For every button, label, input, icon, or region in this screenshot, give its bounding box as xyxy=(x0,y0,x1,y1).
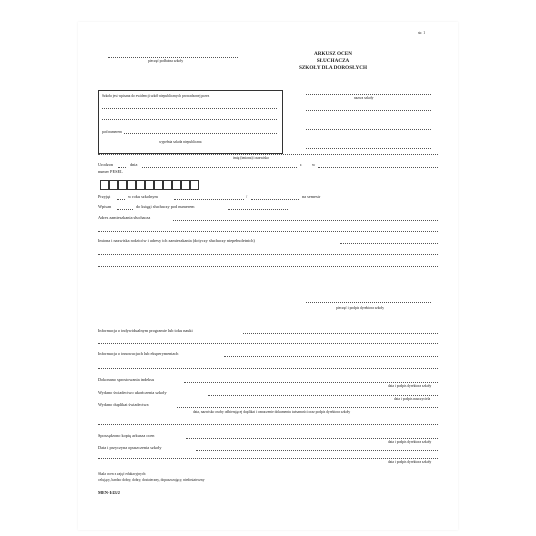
parents-dots-2 xyxy=(98,254,438,255)
born-dots-1 xyxy=(118,167,126,168)
copy-made-sig-label: data i podpis dyrektora szkoły xyxy=(388,440,432,444)
duplicate-dots-2 xyxy=(98,424,438,425)
registry-dots-3 xyxy=(124,133,277,134)
entered-label: Wpisan xyxy=(98,204,112,209)
leaving-dots xyxy=(196,450,438,451)
school-name-line-4 xyxy=(306,148,431,149)
copy-made-dots xyxy=(186,438,438,439)
pesel-cell xyxy=(145,180,154,190)
stamp-line xyxy=(108,57,238,58)
leaving-dots-2 xyxy=(98,458,438,459)
address-dots-2 xyxy=(98,231,438,232)
pesel-label: numer PESEL xyxy=(98,169,123,174)
address-dots xyxy=(173,220,438,221)
school-name-label: nazwa szkoły xyxy=(354,96,374,100)
pesel-cell xyxy=(118,180,127,190)
school-name-line-2 xyxy=(306,110,431,111)
parents-label: Imiona i nazwiska rodziców i adresy ich zamieszkania (dotyczy słuchaczy niepełnoletnich) xyxy=(98,238,255,243)
cert-issued-sig-label: data i podpis nauczyciela xyxy=(394,397,431,401)
in-label: w xyxy=(312,162,316,167)
pesel-cell xyxy=(154,180,163,190)
director-sig-label: pieczęć i podpis dyrektora szkoły xyxy=(336,306,385,310)
id-correction-dots xyxy=(184,382,438,383)
innovations-dots xyxy=(224,356,438,357)
admitted-dots xyxy=(117,199,125,200)
stamp-label: pieczęć podłużna szkoły xyxy=(148,59,184,63)
copy-made-label: Sporządzono kopię arkusza ocen xyxy=(98,433,155,438)
school-name-line xyxy=(306,94,431,95)
title-line-3: SZKOŁY DLA DOROSŁYCH xyxy=(298,65,368,71)
scale-title: Skala ocen z zajęć edukacyjnych: xyxy=(98,472,147,476)
pesel-cell xyxy=(127,180,136,190)
name-label: imię (imiona) i nazwisko xyxy=(233,156,270,160)
registry-box xyxy=(98,90,283,154)
registry-dots-1 xyxy=(102,108,277,109)
register-dots xyxy=(228,209,288,210)
pesel-cell xyxy=(100,180,109,190)
cert-issued-label: Wydano świadectwo ukończenia szkoły xyxy=(98,390,167,395)
semester-label: na semestr xyxy=(302,194,321,199)
id-correction-label: Dokonano sprostowania indeksu xyxy=(98,377,155,382)
entered-dots xyxy=(117,209,133,210)
individual-program-dots xyxy=(243,333,438,334)
pesel-cell xyxy=(181,180,190,190)
innovations-dots-2 xyxy=(98,368,438,369)
admitted-label: Przyjęt xyxy=(98,194,111,199)
duplicate-note: data, nazwisko osoby odbierającej duplikat i oznaczenie dokumentu tożsamości oraz podpis dyrektora szkoły xyxy=(193,410,351,414)
pesel-cell xyxy=(163,180,172,190)
born-label: Urodzon xyxy=(98,162,114,167)
scale-values: celujący, bardzo dobry, dobry, dostateczny, dopuszczający, niedostateczny xyxy=(98,478,205,482)
school-year-label: w roku szkolnym xyxy=(128,194,158,199)
address-label: Adres zamieszkania słuchacza xyxy=(98,215,151,220)
born-date-dots xyxy=(142,167,297,168)
birthplace-dots xyxy=(318,167,438,168)
school-year-dots xyxy=(174,199,244,200)
day-label: dnia xyxy=(130,162,138,167)
name-line xyxy=(98,154,438,155)
innovations-label: Informacja o innowacjach lub eksperymentach xyxy=(98,351,179,356)
id-correction-sig-label: data i podpis dyrektora szkoły xyxy=(388,384,432,388)
title-line-1: ARKUSZ OCEN xyxy=(314,51,352,57)
individual-program-label: Informacja o indywidualnym programie lub toku nauki xyxy=(98,328,193,333)
registry-dots-2 xyxy=(102,119,277,120)
school-name-line-3 xyxy=(306,129,431,130)
registry-line-1: Szkoła jest wpisana do ewidencji szkół niepublicznych prowadzonej przez xyxy=(102,94,210,98)
director-sig-line xyxy=(306,302,431,303)
cert-issued-dots xyxy=(208,395,438,396)
individual-program-dots-2 xyxy=(98,343,438,344)
pesel-cell xyxy=(172,180,181,190)
pesel-cell xyxy=(136,180,145,190)
leaving-label: Data i przyczyna opuszczenia szkoły xyxy=(98,445,162,450)
pesel-cell xyxy=(109,180,118,190)
parents-dots-3 xyxy=(98,266,438,267)
registry-number-label: pod numerem xyxy=(102,130,122,134)
registry-caption: wypełnia szkoła niepubliczna xyxy=(159,140,202,144)
leaving-sig-label: data i podpis dyrektora szkoły xyxy=(388,460,432,464)
school-year-dots-2 xyxy=(251,199,299,200)
title-line-2: SŁUCHACZA xyxy=(316,58,350,64)
duplicate-dots xyxy=(177,407,438,408)
form-page: str. 1 pieczęć podłużna szkoły ARKUSZ OCEN SŁUCHACZA SZKOŁY DLA DOROSŁYCH Szkoła jest wpisana do ewidencji szkół niepublicznych prowadzonej przez pod numerem wypełnia szkoła niepubliczna nazwa szkoły imię (imiona) i nazwisko Urodzon dnia r. w numer PESEL Przyjęt w roku szkolnym / na semestr Wpisan do księgi słuchaczy pod numerem Adres zamieszkania słuchacza Imiona i nazwiska rodziców i adresy ich zamieszkania (dotyczy słuchaczy niepełnoletnich) pieczęć i podpis dyrektora szkoły Informacja o indywidualnym programie lub toku nauki Informacja o innowacjach lub eksperymentach Dokonano sprostowania indeksu data i podpis dyrektora szkoły Wydano świadectwo ukończenia szkoły data i podpis nauczyciela Wydano duplikat świadectwa data, nazwisko osoby odbierającej duplikat i oznaczenie dokumentu tożsamości oraz podpis dyrektora szkoły Sporządzono kopię arkusza ocen data i podpis dyrektora szkoły Data i przyczyna opuszczenia szkoły data i podpis dyrektora szkoły Skala ocen z zajęć edukacyjnych: celujący, bardzo dobry, dobry, dostateczny, dopuszczający, niedostateczny MEN-I/43/2 xyxy=(78,22,458,530)
register-label: do księgi słuchaczy pod numerem xyxy=(136,204,195,209)
year-mark: r. xyxy=(300,162,303,167)
page-number: str. 1 xyxy=(418,31,425,35)
parents-dots xyxy=(340,243,438,244)
form-code: MEN-I/43/2 xyxy=(98,490,120,495)
pesel-cell xyxy=(190,180,199,190)
duplicate-label: Wydano duplikat świadectwa xyxy=(98,402,149,407)
